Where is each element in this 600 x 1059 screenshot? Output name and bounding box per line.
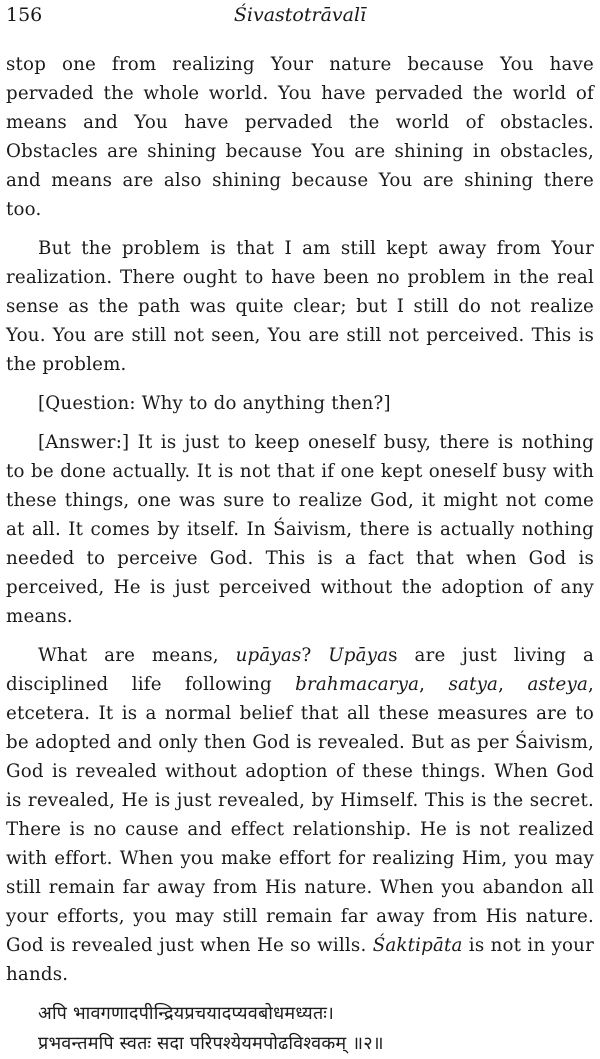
paragraph-means [6, 641, 594, 989]
text-run: is not in your hands. [6, 935, 594, 985]
body-text [6, 50, 594, 1059]
term-saktipata: Śaktipāta [372, 935, 463, 956]
verse-line-2: प्रभवन्तमपि स्वतः सदा परिपश्येयमपोढविश्वकम् ॥२॥ [38, 1033, 384, 1054]
text-run: , [498, 674, 528, 695]
term-satya: satya [448, 674, 499, 695]
text-run: , [419, 674, 449, 695]
verse-line-1: अपि भावगणादपीन्द्रियप्रचयादप्यवबोधमध्यतः। [38, 1003, 335, 1024]
paragraph-1: stop one from realizing Your nature because You have pervaded the whole world. You have pervaded the world of means and You have pervaded the world of obstacles. Obstacles are shining because You are shining in obstacles, and means are also shining because You are shining there too. [6, 54, 594, 220]
paragraph-2: But the problem is that I am still kept away from Your realization. There ought to have been no problem in the real sense as the path was quite clear; but I still do not realize You. You are still not seen, You are still not perceived. This is the problem. [6, 238, 594, 375]
text-run: What are means, [38, 645, 236, 666]
term-asteya: asteya [527, 674, 589, 695]
page-number: 156 [6, 4, 43, 26]
text-run: ? [301, 645, 329, 666]
term-brahmacarya: brahmacarya [295, 674, 420, 695]
running-title: Śivastotrāvalī [233, 4, 367, 26]
paragraph-answer: [Answer:] It is just to keep oneself busy, there is nothing to be done actually. It is not that if one kept oneself busy with these things, one was sure to realize God, it might not come at all. It comes by itself. In Śaivism, there is actually nothing needed to perceive God. This is a fact that when God is perceived, He is just perceived without the adoption of any means. [6, 432, 594, 627]
sanskrit-verse [38, 999, 594, 1059]
text-run: , etcetera. It is a normal belief that all these measures are to be adopted and only then God is revealed. But as per Śaivism, God is revealed without adoption of these things. When God is revealed, He is just revealed, by Himself. This is the secret. There is no cause and effect relationship. He is not realized with effort. When you make effort for realizing Him, you may still remain far away from His nature. When you abandon all your efforts, you may still remain far away from His nature. God is revealed just when He so wills. [6, 674, 594, 956]
text-run: s are just living a disciplined life following [6, 645, 594, 695]
paragraph-question: [Question: Why to do anything then?] [38, 393, 391, 414]
term-upaya: Upāya [328, 645, 389, 666]
running-head [6, 2, 594, 28]
term-upayas: upāyas [235, 645, 302, 666]
